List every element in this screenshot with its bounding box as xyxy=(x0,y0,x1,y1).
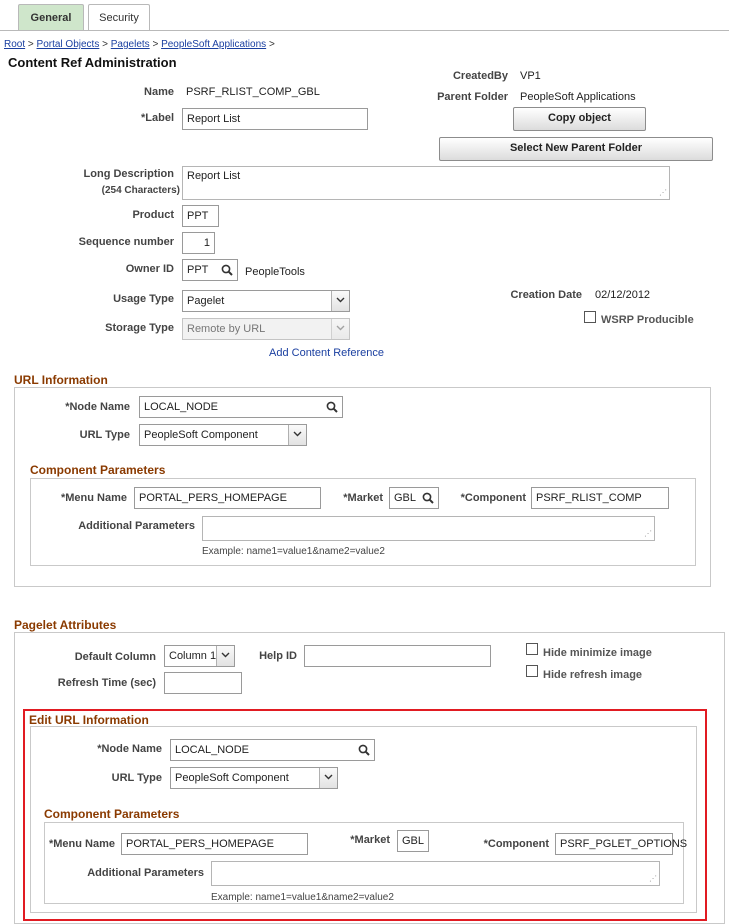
edit-menu-name-input[interactable]: PORTAL_PERS_HOMEPAGE xyxy=(121,833,308,855)
chevron-down-icon[interactable] xyxy=(288,425,306,445)
tab-security[interactable]: Security xyxy=(88,4,150,31)
owner-id-description: PeopleTools xyxy=(245,266,305,278)
component-parameters-title: Component Parameters xyxy=(30,463,166,477)
name-label: Name xyxy=(144,86,174,98)
search-icon[interactable] xyxy=(357,743,371,757)
parent-folder-label: Parent Folder xyxy=(437,91,508,103)
edit-url-information-title: Edit URL Information xyxy=(29,713,149,727)
example-text: Example: name1=value1&name2=value2 xyxy=(202,546,385,557)
wsrp-producible-checkbox[interactable] xyxy=(584,311,596,323)
default-column-label: Default Column xyxy=(74,651,156,663)
edit-node-name-label: *Node Name xyxy=(97,743,162,755)
refresh-time-input[interactable] xyxy=(164,672,242,694)
parent-folder-value: PeopleSoft Applications xyxy=(520,91,636,103)
breadcrumb-peoplesoft-applications[interactable]: PeopleSoft Applications xyxy=(161,39,267,50)
created-by-label: CreatedBy xyxy=(452,70,508,82)
usage-type-select[interactable] xyxy=(182,290,350,312)
help-id-label: Help ID xyxy=(259,650,297,662)
edit-component-input[interactable]: PSRF_PGLET_OPTIONS xyxy=(555,833,673,855)
owner-id-value: PPT xyxy=(187,264,209,276)
name-value: PSRF_RLIST_COMP_GBL xyxy=(186,86,320,98)
menu-name-input[interactable]: PORTAL_PERS_HOMEPAGE xyxy=(134,487,321,509)
edit-additional-parameters-textarea[interactable] xyxy=(211,861,660,886)
label-label: *Label xyxy=(140,112,174,124)
edit-url-type-value: PeopleSoft Component xyxy=(175,772,289,784)
edit-url-type-select[interactable] xyxy=(170,767,338,789)
market-label: *Market xyxy=(343,492,383,504)
edit-node-name-input[interactable] xyxy=(170,739,375,761)
edit-node-name-value: LOCAL_NODE xyxy=(175,744,249,756)
select-new-parent-folder-button[interactable]: Select New Parent Folder xyxy=(439,137,713,161)
menu-name-label: *Menu Name xyxy=(60,492,127,504)
owner-id-label: Owner ID xyxy=(125,263,174,275)
default-column-select[interactable] xyxy=(164,645,235,667)
search-icon[interactable] xyxy=(325,400,339,414)
url-information-title: URL Information xyxy=(14,373,108,387)
usage-type-value: Pagelet xyxy=(187,295,225,307)
default-column-value: Column 1 xyxy=(169,650,217,662)
edit-component-parameters-title: Component Parameters xyxy=(44,807,180,821)
add-content-reference-link[interactable]: Add Content Reference xyxy=(269,347,384,359)
sequence-label: Sequence number xyxy=(78,236,174,248)
breadcrumb-portal-objects[interactable]: Portal Objects xyxy=(36,39,100,50)
refresh-time-label: Refresh Time (sec) xyxy=(57,677,156,689)
market-value: GBL xyxy=(394,492,417,504)
additional-parameters-textarea[interactable] xyxy=(202,516,655,541)
storage-type-value: Remote by URL xyxy=(187,323,266,335)
long-description-value: Report List xyxy=(187,170,241,182)
search-icon[interactable] xyxy=(220,263,234,277)
label-input[interactable]: Report List xyxy=(182,108,368,130)
edit-market-label: *Market xyxy=(350,834,390,846)
component-label: *Component xyxy=(460,492,526,504)
long-description-textarea[interactable] xyxy=(182,166,670,200)
hide-minimize-image-checkbox[interactable] xyxy=(526,643,538,655)
breadcrumb-pagelets[interactable]: Pagelets xyxy=(110,39,150,50)
resize-grip-icon[interactable]: ⋰ xyxy=(649,874,657,883)
edit-url-type-label: URL Type xyxy=(111,772,162,784)
chevron-down-icon[interactable] xyxy=(319,768,337,788)
storage-type-select xyxy=(182,318,350,340)
creation-date-label: Creation Date xyxy=(510,289,582,301)
edit-market-input[interactable]: GBL xyxy=(397,830,429,852)
node-name-label: *Node Name xyxy=(65,401,130,413)
storage-type-label: Storage Type xyxy=(105,322,174,334)
hide-minimize-image-label: Hide minimize image xyxy=(543,647,652,659)
page-title: Content Ref Administration xyxy=(8,55,177,70)
product-label: Product xyxy=(132,209,174,221)
breadcrumb-root[interactable]: Root xyxy=(4,39,26,50)
wsrp-producible-label: WSRP Producible xyxy=(601,314,694,326)
node-name-value: LOCAL_NODE xyxy=(144,401,218,413)
product-input[interactable]: PPT xyxy=(182,205,219,227)
breadcrumb: Root > Portal Objects > Pagelets > PeopleSoft Applications > xyxy=(4,39,275,50)
resize-grip-icon[interactable]: ⋰ xyxy=(659,188,667,197)
long-description-label: Long Description xyxy=(83,168,174,180)
long-description-sub: (254 Characters) xyxy=(101,185,180,196)
url-type-value: PeopleSoft Component xyxy=(144,429,258,441)
resize-grip-icon[interactable]: ⋰ xyxy=(644,529,652,538)
edit-example-text: Example: name1=value1&name2=value2 xyxy=(211,892,394,903)
component-input[interactable]: PSRF_RLIST_COMP xyxy=(531,487,669,509)
owner-id-input[interactable] xyxy=(182,259,238,281)
pagelet-attributes-title: Pagelet Attributes xyxy=(14,618,117,632)
edit-menu-name-label: *Menu Name xyxy=(48,838,115,850)
help-id-input[interactable] xyxy=(304,645,491,667)
tab-general[interactable]: General xyxy=(18,4,84,31)
edit-component-label: *Component xyxy=(483,838,549,850)
search-icon[interactable] xyxy=(421,491,435,505)
additional-parameters-label: Additional Parameters xyxy=(78,520,195,532)
chevron-down-icon[interactable] xyxy=(331,291,349,311)
market-input[interactable] xyxy=(389,487,439,509)
tab-underline xyxy=(0,30,729,31)
edit-additional-parameters-label: Additional Parameters xyxy=(87,867,204,879)
node-name-input[interactable] xyxy=(139,396,343,418)
chevron-down-icon xyxy=(331,319,349,339)
url-type-select[interactable] xyxy=(139,424,307,446)
hide-refresh-image-checkbox[interactable] xyxy=(526,665,538,677)
sequence-input[interactable]: 1 xyxy=(182,232,215,254)
usage-type-label: Usage Type xyxy=(113,293,174,305)
creation-date-value: 02/12/2012 xyxy=(595,289,651,301)
url-type-label: URL Type xyxy=(79,429,130,441)
chevron-down-icon[interactable] xyxy=(216,646,234,666)
copy-object-button[interactable]: Copy object xyxy=(513,107,646,131)
created-by-value: VP1 xyxy=(520,70,541,82)
hide-refresh-image-label: Hide refresh image xyxy=(543,669,643,681)
